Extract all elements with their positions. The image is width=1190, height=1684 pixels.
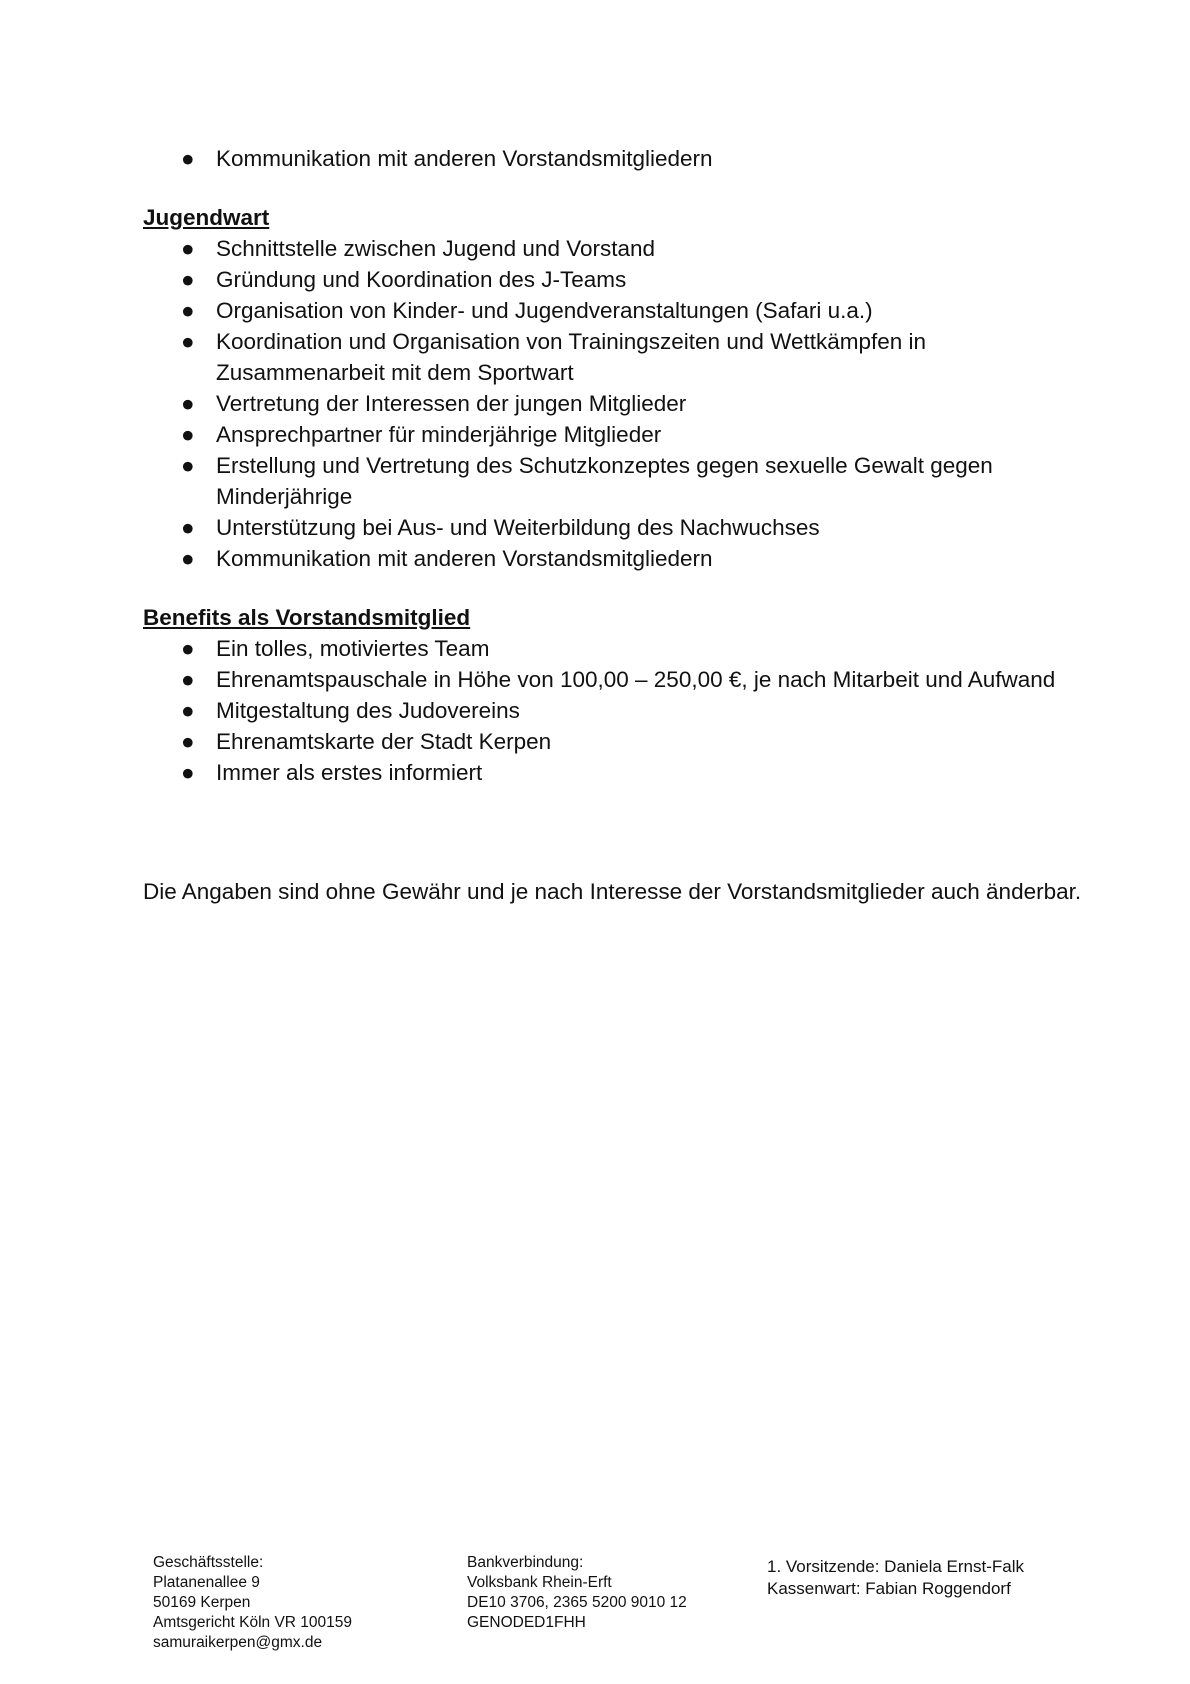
footer-bank-name: Volksbank Rhein-Erft bbox=[467, 1574, 612, 1591]
top-list bbox=[143, 143, 1073, 174]
footer-bank-iban: DE10 3706, 2365 5200 9010 12 bbox=[467, 1594, 687, 1611]
list-item: ● Organisation von Kinder- und Jugendveranstaltungen (Safari u.a.) bbox=[143, 295, 1073, 326]
list-item: ● Mitgestaltung des Judovereins bbox=[143, 695, 1073, 726]
list-item: ● Erstellung und Vertretung des Schutzkonzeptes gegen sexuelle Gewalt gegen Minderjährige bbox=[143, 450, 1073, 512]
footer-office-city: 50169 Kerpen bbox=[153, 1594, 251, 1611]
list-item: ● Unterstützung bei Aus- und Weiterbildung des Nachwuchses bbox=[143, 512, 1073, 543]
bullet-icon: ● bbox=[181, 729, 195, 754]
footer-office-email: samuraikerpen@gmx.de bbox=[153, 1634, 323, 1651]
footer-bank-label: Bankverbindung: bbox=[467, 1554, 584, 1571]
section-heading-benefits: Benefits als Vorstandsmitglied bbox=[143, 605, 471, 630]
document-body bbox=[143, 143, 1073, 788]
benefits-list bbox=[143, 633, 1073, 788]
bullet-icon: ● bbox=[181, 298, 195, 323]
list-item: ● Koordination und Organisation von Trainingszeiten und Wettkämpfen in Zusammenarbeit mit dem Sportwart bbox=[143, 326, 1073, 388]
bullet-icon: ● bbox=[181, 698, 195, 723]
list-item: ● Immer als erstes informiert bbox=[143, 757, 1073, 788]
section-heading-jugendwart: Jugendwart bbox=[143, 205, 270, 230]
bullet-icon: ● bbox=[181, 146, 195, 171]
bullet-icon: ● bbox=[181, 667, 195, 692]
bullet-icon: ● bbox=[181, 515, 195, 540]
jugendwart-list bbox=[143, 233, 1073, 574]
bullet-icon: ● bbox=[181, 422, 195, 447]
list-item: ● Kommunikation mit anderen Vorstandsmitgliedern bbox=[143, 143, 1073, 174]
list-item: ● Schnittstelle zwischen Jugend und Vorstand bbox=[143, 233, 1073, 264]
bullet-icon: ● bbox=[181, 236, 195, 261]
list-item: ● Ein tolles, motiviertes Team bbox=[143, 633, 1073, 664]
footer-bank bbox=[467, 1553, 687, 1633]
footer-bank-bic: GENODED1FHH bbox=[467, 1614, 586, 1631]
footer-office-street: Platanenallee 9 bbox=[153, 1574, 260, 1591]
list-item: ● Gründung und Koordination des J-Teams bbox=[143, 264, 1073, 295]
footer-office-label: Geschäftsstelle: bbox=[153, 1554, 264, 1571]
bullet-icon: ● bbox=[181, 453, 195, 478]
footer-office bbox=[153, 1553, 352, 1653]
list-item: ● Ehrenamtskarte der Stadt Kerpen bbox=[143, 726, 1073, 757]
bullet-icon: ● bbox=[181, 546, 195, 571]
footer-board-chair: 1. Vorsitzende: Daniela Ernst-Falk bbox=[767, 1557, 1025, 1576]
footer-board bbox=[767, 1556, 1024, 1600]
list-item: ● Ansprechpartner für minderjährige Mitglieder bbox=[143, 419, 1073, 450]
disclaimer-note: Die Angaben sind ohne Gewähr und je nach Interesse der Vorstandsmitglieder auch änderbar. bbox=[143, 879, 1082, 904]
footer-board-treasurer: Kassenwart: Fabian Roggendorf bbox=[767, 1579, 1011, 1598]
list-item: ● Kommunikation mit anderen Vorstandsmitgliedern bbox=[143, 543, 1073, 574]
footer-office-register: Amtsgericht Köln VR 100159 bbox=[153, 1614, 353, 1631]
bullet-icon: ● bbox=[181, 267, 195, 292]
bullet-icon: ● bbox=[181, 636, 195, 661]
bullet-icon: ● bbox=[181, 760, 195, 785]
list-item: ● Ehrenamtspauschale in Höhe von 100,00 – 250,00 €, je nach Mitarbeit und Aufwand bbox=[143, 664, 1073, 695]
bullet-icon: ● bbox=[181, 329, 195, 354]
list-item: ● Vertretung der Interessen der jungen Mitglieder bbox=[143, 388, 1073, 419]
bullet-icon: ● bbox=[181, 391, 195, 416]
